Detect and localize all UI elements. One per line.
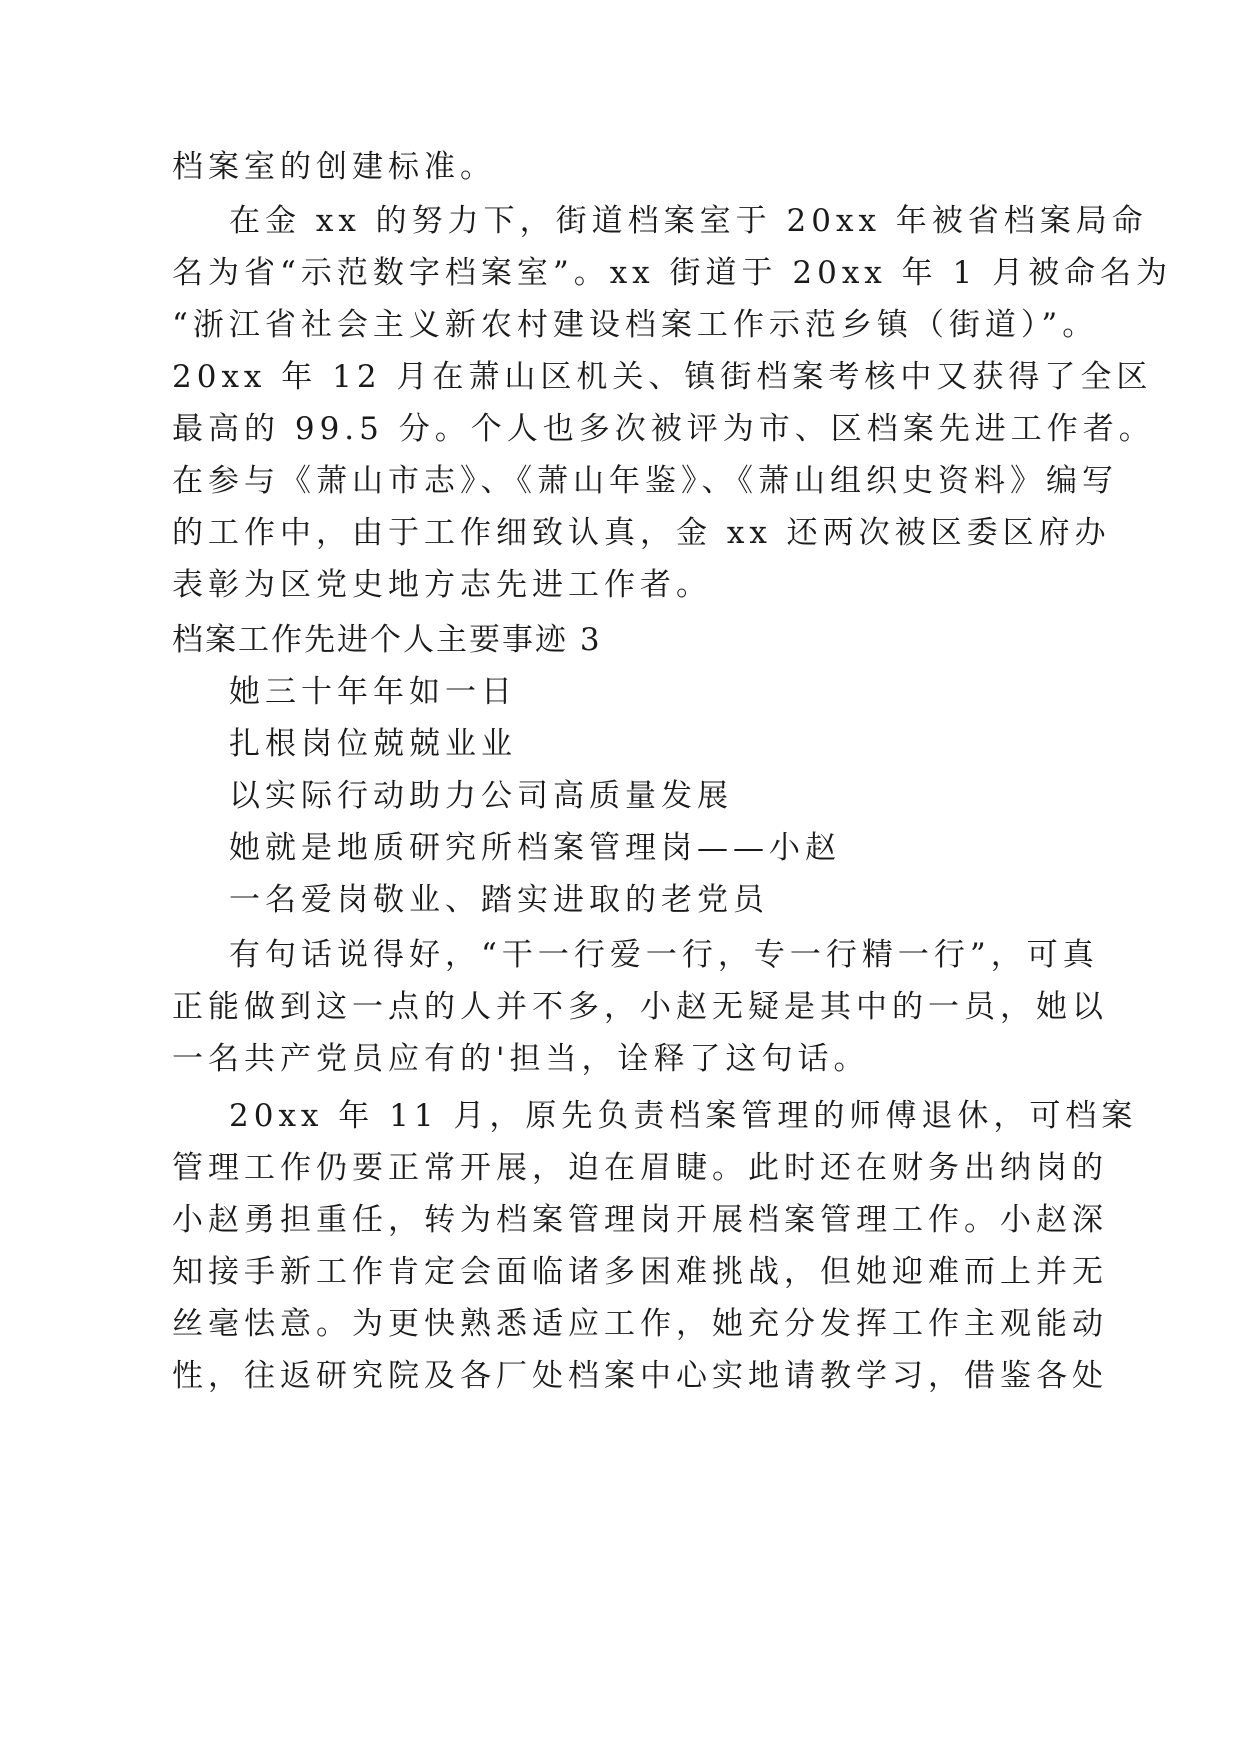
paragraph-line: 20xx 年 12 月在萧山区机关、镇街档案考核中又获得了全区 [172, 359, 1153, 395]
paragraph-line: 知接手新工作肯定会面临诸多困难挑战，但她迎难而上并无 [172, 1254, 1108, 1290]
paragraph-line: 正能做到这一点的人并不多，小赵无疑是其中的一员，她以 [172, 989, 1108, 1025]
section-heading: 档案工作先进个人主要事迹 3 [172, 622, 602, 658]
paragraph-line: 小赵勇担重任，转为档案管理岗开展档案管理工作。小赵深 [172, 1202, 1108, 1238]
verse-line: 以实际行动助力公司高质量发展 [229, 778, 733, 814]
paragraph-line: 20xx 年 11 月，原先负责档案管理的师傅退休，可档案 [229, 1098, 1138, 1134]
paragraph-line: 的工作中，由于工作细致认真，金 xx 还两次被区委区府办 [172, 515, 1111, 551]
paragraph-line: 管理工作仍要正常开展，迫在眉睫。此时还在财务出纳岗的 [172, 1150, 1108, 1186]
paragraph-line: 丝毫怯意。为更快熟悉适应工作，她充分发挥工作主观能动 [172, 1306, 1108, 1342]
verse-line: 她三十年年如一日 [229, 674, 517, 710]
paragraph-line: 有句话说得好，“干一行爱一行，专一行精一行”，可真 [229, 937, 1099, 973]
verse-line: 她就是地质研究所档案管理岗——小赵 [229, 830, 841, 866]
paragraph-line: 最高的 99.5 分。个人也多次被评为市、区档案先进工作者。 [172, 411, 1155, 447]
paragraph-line: 在金 xx 的努力下，街道档案室于 20xx 年被省档案局命 [229, 203, 1148, 239]
paragraph-line: 名为省“示范数字档案室”。xx 街道于 20xx 年 1 月被命名为 [172, 255, 1173, 291]
paragraph-line: 表彰为区党史地方志先进工作者。 [172, 567, 712, 603]
paragraph-line: 在参与《萧山市志》、《萧山年鉴》、《萧山组织史资料》编写 [172, 463, 1118, 499]
verse-line: 一名爱岗敬业、踏实进取的老党员 [229, 882, 769, 918]
paragraph-line: “浙江省社会主义新农村建设档案工作示范乡镇（街道）”。 [172, 307, 1099, 343]
paragraph-line: 性，往返研究院及各厂处档案中心实地请教学习，借鉴各处 [172, 1358, 1108, 1394]
paragraph-line: 一名共产党员应有的'担当，诠释了这句话。 [172, 1041, 870, 1077]
verse-line: 扎根岗位兢兢业业 [229, 726, 517, 762]
paragraph-line: 档案室的创建标准。 [172, 149, 496, 185]
